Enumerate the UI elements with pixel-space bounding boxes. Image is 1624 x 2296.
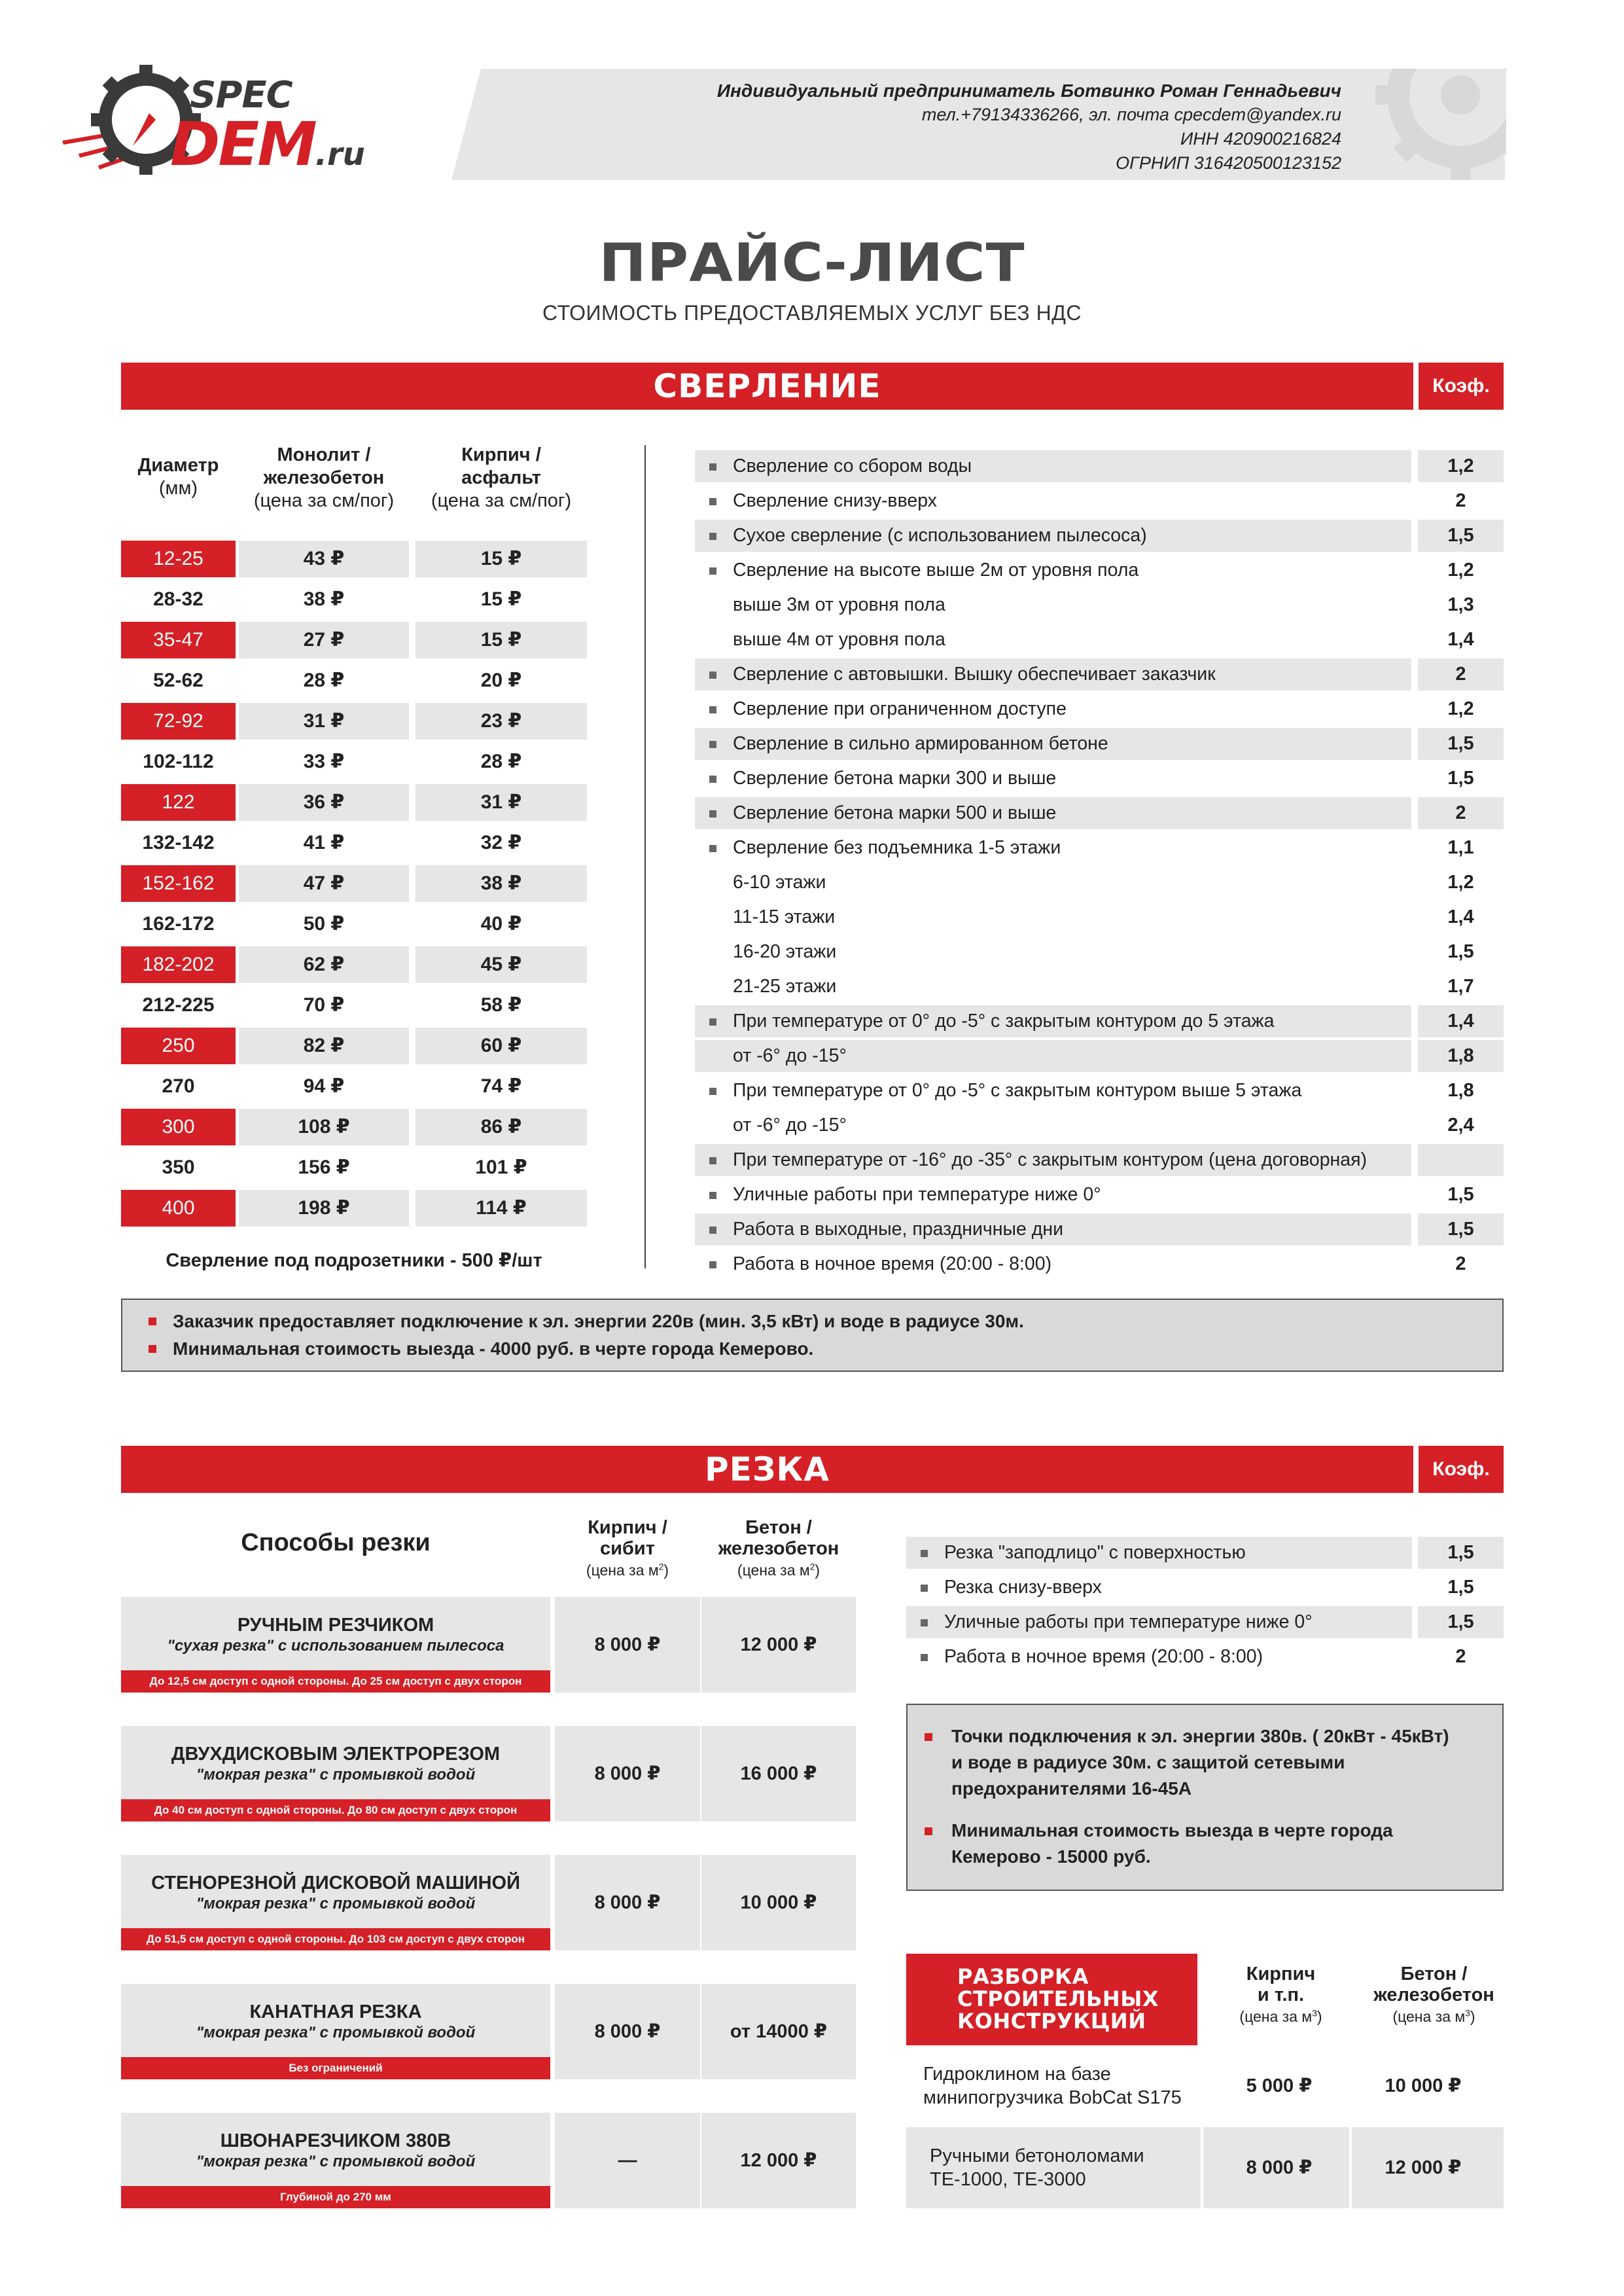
logo-spec-text: SPEC — [190, 74, 292, 117]
table-row — [121, 1068, 587, 1105]
table-row — [121, 825, 587, 861]
logo-ru-text: .ru — [315, 136, 365, 173]
diameter-cell: 250 — [121, 1028, 236, 1064]
list-item: 16-20 этажи 1,5 — [733, 941, 1474, 962]
brick-price: 40 ₽ — [480, 913, 522, 935]
brick-price: 8 000 ₽ — [555, 1984, 700, 2079]
brick-price: 32 ₽ — [480, 832, 522, 853]
method-double-disc: ДВУХДИСКОВЫМ ЭЛЕКТРОРЕЗОМ "мокрая резка" с промывкой водой До 40 см доступ с одной стороны. До 80 см доступ с двух сторон — [121, 1726, 550, 1821]
owner-name: Индивидуальный предприниматель Ботвинко Роман Геннадьевич — [716, 81, 1341, 101]
method-wall-saw: СТЕНОРЕЗНОЙ ДИСКОВОЙ МАШИНОЙ "мокрая резка" с промывкой водой До 51,5 см доступ с одной стороны. До 103 см доступ с двух сторон — [121, 1855, 550, 1950]
demo-col-brick-header: Кирпич и т.п. (цена за $м^3$) — [1239, 1964, 1322, 2025]
diameter-cell: 182-202 — [121, 946, 236, 983]
col-brick-header: Кирпич / асфальт (цена за см/пог) — [431, 444, 572, 511]
bullet-square-icon — [709, 1018, 716, 1026]
bullet-square-icon — [149, 1345, 156, 1353]
bullet-square-icon — [921, 1550, 928, 1557]
bullet-square-icon — [709, 706, 716, 713]
table-row — [121, 744, 587, 780]
brick-price: 58 ₽ — [480, 994, 522, 1016]
contacts: тел.+79134336266, эл. почта cpecdem@yandex.ru — [921, 105, 1341, 124]
method-note: Глубиной до 270 мм — [121, 2186, 550, 2208]
diameter-cell: 132-142 — [142, 832, 215, 853]
demo-col-concrete-header: Бетон / железобетон (цена за $м^3$) — [1373, 1964, 1494, 2025]
brick-price: 86 ₽ — [415, 1109, 587, 1145]
monolith-price: 27 ₽ — [239, 622, 409, 658]
demo-method-name: Ручными бетоноломами ТЕ-1000, ТЕ-3000 — [930, 2145, 1144, 2190]
table-row — [121, 1028, 587, 1064]
ogrnip: ОГРНИП 316420500123152 — [1116, 153, 1341, 173]
list-item: Уличные работы при температуре ниже 0° 1,5 — [695, 1179, 1504, 1211]
table-row — [121, 784, 587, 821]
diameter-cell: 35-47 — [121, 622, 236, 658]
bullet-square-icon — [709, 463, 716, 471]
list-item: от -6° до -15° 2,4 — [733, 1115, 1474, 1136]
cutting-section-title: РЕЗКА — [121, 1446, 1413, 1493]
table-row — [121, 865, 587, 902]
bullet-square-icon — [709, 1261, 716, 1268]
inn: ИНН 420900216824 — [1180, 129, 1341, 149]
list-item: Работа в выходные, праздничные дни 1,5 — [695, 1213, 1504, 1246]
socket-drilling-note: Сверление под подрозетники - 500 ₽/шт — [166, 1250, 542, 1271]
method-note: До 51,5 см доступ с одной стороны. До 103 см доступ с двух сторон — [121, 1928, 550, 1950]
bullet-square-icon — [709, 672, 716, 679]
brick-price: 45 ₽ — [415, 946, 587, 983]
list-item: Сухое сверление (с использованием пылесоса) 1,5 — [695, 520, 1504, 552]
list-item: Работа в ночное время (20:00 - 8:00) 2 — [695, 1248, 1504, 1280]
method-note: Без ограничений — [121, 2057, 550, 2079]
diameter-cell: 212-225 — [142, 994, 215, 1016]
table-row — [906, 2127, 1504, 2208]
list-item: выше 4м от уровня пола 1,4 — [733, 629, 1474, 650]
concrete-price: от 14000 ₽ — [701, 1984, 856, 2079]
brick-price: 5 000 ₽ — [1246, 2075, 1313, 2096]
table-row — [121, 703, 587, 740]
bullet-square-icon — [709, 1192, 716, 1199]
demo-cell-gap — [1201, 2127, 1203, 2208]
monolith-price: 50 ₽ — [303, 913, 345, 935]
list-item: выше 3м от уровня пола 1,3 — [733, 594, 1474, 615]
brick-price: 8 000 ₽ — [555, 1855, 700, 1950]
monolith-price: 33 ₽ — [303, 751, 345, 772]
brick-price: — — [555, 2113, 700, 2208]
bullet-square-icon — [709, 741, 716, 748]
method-note: До 40 см доступ с одной стороны. До 80 см доступ с двух сторон — [121, 1799, 550, 1821]
list-item: Сверление бетона марки 300 и выше 1,5 — [695, 762, 1504, 795]
monolith-price: 43 ₽ — [239, 541, 409, 577]
bullet-square-icon — [921, 1619, 928, 1626]
list-item: При температуре от 0° до -5° с закрытым контуром выше 5 этажа 1,8 — [695, 1075, 1504, 1107]
list-item: Уличные работы при температуре ниже 0° 1,5 — [906, 1606, 1504, 1638]
monolith-price: 62 ₽ — [239, 946, 409, 983]
table-row — [121, 1149, 587, 1186]
monolith-price: 94 ₽ — [303, 1075, 345, 1097]
list-item: Сверление снизу-вверх 2 — [695, 485, 1504, 517]
brick-price: 8 000 ₽ — [555, 1726, 700, 1821]
monolith-price: 47 ₽ — [239, 865, 409, 902]
monolith-price: 36 ₽ — [239, 784, 409, 821]
bullet-square-icon — [921, 1585, 928, 1592]
brick-price: 38 ₽ — [415, 865, 587, 902]
col-concrete-header: Бетон / железобетон (цена за $м^2$) — [718, 1517, 839, 1579]
brick-price: 114 ₽ — [415, 1190, 587, 1227]
brick-price: 15 ₽ — [415, 622, 587, 658]
page-title: ПРАЙС-ЛИСТ — [599, 232, 1025, 293]
diameter-cell: 270 — [162, 1075, 195, 1097]
table-row — [121, 906, 587, 942]
brick-price: 28 ₽ — [480, 751, 522, 772]
list-item: Сверление без подъемника 1-5 этажи 1,1 — [695, 832, 1504, 864]
bullet-square-icon — [921, 1654, 928, 1661]
diameter-cell: 28-32 — [153, 588, 203, 610]
diameter-cell: 72-92 — [121, 703, 236, 740]
diameter-cell: 162-172 — [142, 913, 215, 935]
method-joint-cutter: ШВОНАРЕЗЧИКОМ 380В "мокрая резка" с промывкой водой Глубиной до 270 мм — [121, 2113, 550, 2208]
brick-price: 20 ₽ — [480, 670, 522, 691]
concrete-price: 12 000 ₽ — [701, 2113, 856, 2208]
concrete-price: 10 000 ₽ — [1385, 2075, 1462, 2096]
brick-price: 31 ₽ — [415, 784, 587, 821]
table-row — [906, 2045, 1504, 2126]
table-row — [121, 662, 587, 699]
list-item: Сверление на высоте выше 2м от уровня пола 1,2 — [695, 554, 1504, 586]
brick-price: 8 000 ₽ — [1246, 2157, 1313, 2178]
bullet-square-icon — [709, 845, 716, 852]
list-item: Резка "заподлицо" с поверхностью 1,5 — [906, 1537, 1504, 1569]
table-row — [121, 946, 587, 983]
method-hand-cutter: РУЧНЫМ РЕЗЧИКОМ "сухая резка" с использованием пылесоса До 12,5 см доступ с одной стороны. До 25 см доступ с двух сторон — [121, 1597, 550, 1693]
drilling-section-title: СВЕРЛЕНИЕ — [121, 363, 1413, 410]
company-requisites — [717, 79, 1341, 175]
cutting-coef-label: Коэф. — [1419, 1446, 1504, 1493]
concrete-price: 16 000 ₽ — [701, 1726, 856, 1821]
table-row — [121, 541, 587, 577]
brick-price: 15 ₽ — [480, 588, 522, 610]
list-item: 11-15 этажи 1,4 — [733, 906, 1474, 927]
monolith-price: 198 ₽ — [239, 1190, 409, 1227]
demo-method-name: Гидроклином на базе минипогрузчика BobCat S175 — [923, 2064, 1182, 2108]
gear-watermark-icon — [1375, 69, 1506, 180]
bullet-square-icon — [709, 810, 716, 817]
concrete-price: 12 000 ₽ — [1385, 2157, 1462, 2178]
methods-header: Способы резки — [241, 1529, 431, 1556]
table-row — [121, 1190, 587, 1227]
list-item: 6-10 этажи 1,2 — [733, 872, 1474, 893]
bullet-square-icon — [709, 498, 716, 505]
list-item: Сверление бетона марки 500 и выше 2 — [695, 797, 1504, 829]
monolith-price: 28 ₽ — [303, 670, 345, 691]
table-row — [121, 622, 587, 658]
col-monolith-header: Монолит / железобетон (цена за см/пог) — [253, 444, 395, 511]
brick-price: 74 ₽ — [480, 1075, 522, 1097]
drilling-notice-box: Заказчик предоставляет подключение к эл. энергии 220в (мин. 3,5 кВт) и воде в радиусе 30м. Минимальная стоимость выезда - 4000 руб. в черте города Кемерово. — [121, 1299, 1504, 1372]
diameter-cell: 122 — [121, 784, 236, 821]
monolith-price: 38 ₽ — [303, 588, 345, 610]
demo-cell-gap — [1349, 2127, 1352, 2208]
monolith-price: 82 ₽ — [239, 1028, 409, 1064]
list-item: Резка снизу-вверх 1,5 — [906, 1571, 1504, 1604]
method-wire-saw: КАНАТНАЯ РЕЗКА "мокрая резка" с промывкой водой Без ограничений — [121, 1984, 550, 2079]
drilling-coef-label: Коэф. — [1419, 363, 1504, 410]
diameter-cell: 400 — [121, 1190, 236, 1227]
table-row — [121, 1109, 587, 1145]
list-item: Сверление при ограниченном доступе 1,2 — [695, 693, 1504, 725]
concrete-price: 12 000 ₽ — [701, 1597, 856, 1693]
concrete-price: 10 000 ₽ — [701, 1855, 856, 1950]
monolith-price: 108 ₽ — [239, 1109, 409, 1145]
list-item: Работа в ночное время (20:00 - 8:00) 2 — [906, 1641, 1504, 1673]
diameter-cell: 12-25 — [121, 541, 236, 577]
list-item: 21-25 этажи 1,7 — [733, 976, 1474, 997]
brick-price: 15 ₽ — [415, 541, 587, 577]
monolith-price: 156 ₽ — [298, 1157, 350, 1178]
bullet-square-icon — [709, 776, 716, 783]
diameter-cell: 52-62 — [153, 670, 203, 691]
brick-price: 101 ₽ — [475, 1157, 527, 1178]
cutting-notice-box: Точки подключения к эл. энергии 380в. ( 20кВт - 45кВт) и воде в радиусе 30м. с защитой сетевыми предохранителями 16-45А Минимальная стоимость выезда в черте города Кемерово - 15000 руб. — [906, 1704, 1504, 1891]
bullet-square-icon — [925, 1733, 932, 1741]
table-row — [121, 987, 587, 1024]
diameter-cell: 300 — [121, 1109, 236, 1145]
company-logo — [62, 62, 455, 187]
diameter-cell: 152-162 — [121, 865, 236, 902]
diameter-cell: 102-112 — [143, 751, 214, 772]
monolith-price: 70 ₽ — [303, 994, 345, 1016]
logo-dem-text: DEM.ru — [170, 109, 365, 179]
bullet-square-icon — [149, 1318, 156, 1325]
col-diameter-header: Диаметр (мм) — [137, 455, 219, 499]
brick-price: 60 ₽ — [415, 1028, 587, 1064]
bullet-square-icon — [709, 1088, 716, 1095]
list-item: При температуре от 0° до -5° с закрытым контуром до 5 этажа 1,4 — [695, 1005, 1504, 1037]
page-subtitle: СТОИМОСТЬ ПРЕДОСТАВЛЯЕМЫХ УСЛУГ БЕЗ НДС — [542, 301, 1082, 325]
bullet-square-icon — [709, 533, 716, 540]
bullet-square-icon — [925, 1827, 932, 1835]
bullet-square-icon — [709, 1157, 716, 1164]
monolith-price: 31 ₽ — [239, 703, 409, 740]
list-item: Сверление со сбором воды 1,2 — [695, 450, 1504, 482]
bullet-square-icon — [709, 1227, 716, 1234]
column-divider — [644, 445, 646, 1268]
method-note: До 12,5 см доступ с одной стороны. До 25 см доступ с двух сторон — [121, 1670, 550, 1693]
list-item: Сверление с автовышки. Вышку обеспечивает заказчик 2 — [695, 658, 1504, 691]
demolition-title: РАЗБОРКА СТРОИТЕЛЬНЫХ КОНСТРУКЦИЙ — [906, 1954, 1197, 2045]
brick-price: 8 000 ₽ — [555, 1597, 700, 1693]
list-item: Сверление в сильно армированном бетоне 1,5 — [695, 728, 1504, 760]
diameter-cell: 350 — [162, 1157, 195, 1178]
bullet-square-icon — [709, 567, 716, 575]
table-row — [121, 581, 587, 618]
list-item: При температуре от -16° до -35° с закрытым контуром (цена договорная) — [695, 1144, 1504, 1176]
col-brick-header: Кирпич / сибит (цена за $м^2$) — [586, 1517, 669, 1579]
list-item: от -6° до -15° 1,8 — [695, 1040, 1504, 1072]
brick-price: 23 ₽ — [415, 703, 587, 740]
monolith-price: 41 ₽ — [303, 832, 345, 853]
